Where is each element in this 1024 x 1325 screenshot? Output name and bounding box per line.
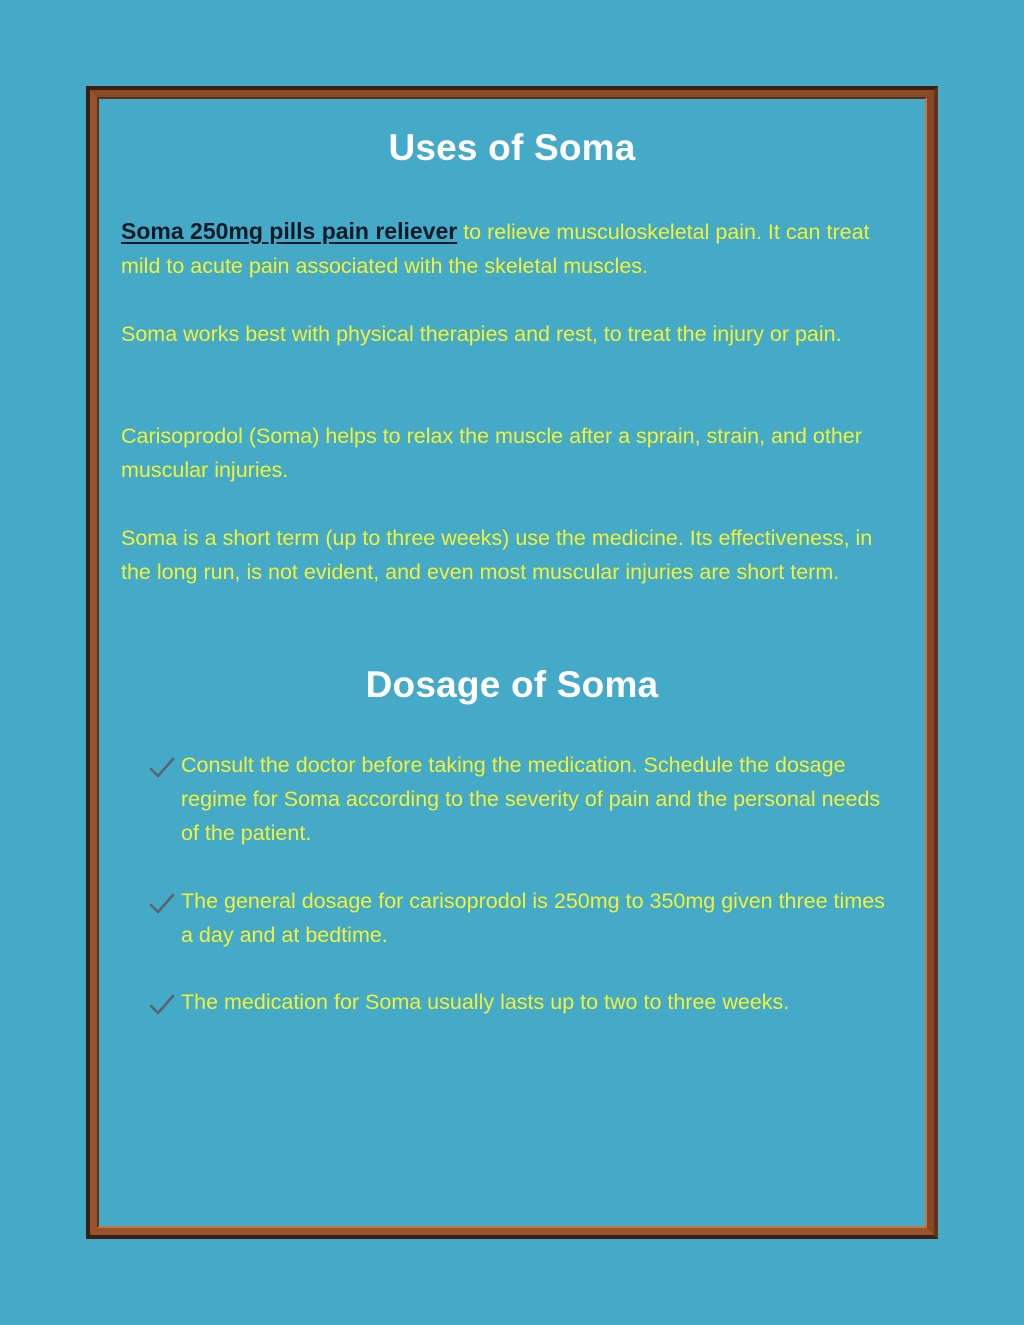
checkmark-icon [148, 890, 176, 916]
checkmark-icon [148, 754, 176, 780]
dosage-item-general: The general dosage for carisoprodol is 250mg to 350mg given three times a day and at bedtime. [181, 889, 885, 947]
checkmark-icon [148, 991, 176, 1017]
uses-paragraph-carisoprodol: Carisoprodol (Soma) helps to relax the muscle after a sprain, strain, and other muscular injuries. [121, 424, 862, 482]
uses-intro-paragraph [121, 214, 901, 283]
dosage-heading: Dosage of Soma [365, 664, 659, 705]
dosage-item-duration: The medication for Soma usually lasts up to two to three weeks. [181, 990, 790, 1014]
uses-intro-text: to relieve musculoskeletal pain. It can treat mild to acute pain associated with the skeletal muscles. [121, 220, 870, 278]
uses-paragraph-therapies: Soma works best with physical therapies and rest, to treat the injury or pain. [121, 322, 842, 346]
uses-paragraph-short-term: Soma is a short term (up to three weeks) use the medicine. Its effectiveness, in the long run, is not evident, and even most muscular injuries are short term. [121, 526, 873, 584]
soma-250mg-link[interactable]: Soma 250mg pills pain reliever [121, 218, 458, 244]
dosage-item-consult: Consult the doctor before taking the medication. Schedule the dosage regime for Soma according to the severity of pain and the personal needs of the patient. [181, 753, 881, 845]
uses-heading: Uses of Soma [388, 127, 636, 168]
